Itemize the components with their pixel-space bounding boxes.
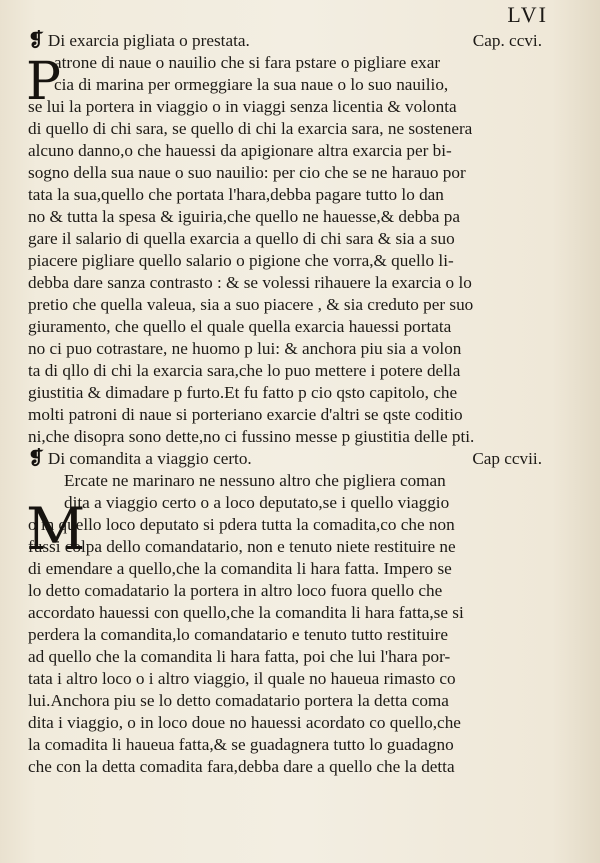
text-line: lui.Anchora piu se lo detto comadatario portera la detta coma bbox=[28, 691, 449, 710]
text-line: di emendare a quello,che la comandita li hara fatta. Impero se bbox=[28, 559, 452, 578]
text-line: giuramento, che quello el quale quella exarcia hauessi portata bbox=[28, 317, 452, 336]
text-line: ad quello che la comandita li hara fatta, poi che lui l'hara por- bbox=[28, 647, 451, 666]
text-line: atrone di naue o nauilio che si fara pstare o pigliare exar bbox=[54, 53, 441, 72]
text-line: tata la sua,quello che portata l'hara,debba pagare tutto lo dan bbox=[28, 185, 444, 204]
section-title: Di exarcia pigliata o prestata. bbox=[47, 31, 250, 50]
text-line: fussi colpa dello comandatario, non e tenuto niete restituire ne bbox=[28, 537, 456, 556]
text-line: se lui la portera in viaggio o in viaggi senza licentia & volonta bbox=[28, 97, 457, 116]
text-line: no & tutta la spesa & iguiria,che quello ne hauesse,& debba pa bbox=[28, 207, 460, 226]
text-line: di quello di chi sara, se quello di chi la exarcia sara, ne sostenera bbox=[28, 119, 473, 138]
chapter-number: Cap. ccvi. bbox=[472, 31, 542, 50]
text-line: accordato hauessi con quello,che la comandita li hara fatta,se si bbox=[28, 603, 464, 622]
chapter-number: Cap ccvii. bbox=[472, 449, 542, 468]
text-line: la comadita li haueua fatta,& se guadagnera tutto lo guadagno bbox=[28, 735, 454, 754]
text-line: tata i altro loco o i altro viaggio, il quale no haueua rimasto co bbox=[28, 669, 456, 688]
text-line: lo detto comadatario la portera in altro loco fuora quello che bbox=[28, 581, 443, 600]
text-line: giustitia & dimadare p furto.Et fu fatto p cio qsto capitolo, che bbox=[28, 383, 458, 402]
section-heading-1 bbox=[28, 30, 548, 52]
text-line: piacere pigliare quello salario o pigione che vorra,& quello li- bbox=[28, 251, 454, 270]
text-line: ni,che disopra sono dette,no ci fussino messe p giustitia delle pti. bbox=[28, 427, 475, 446]
text-line: dita a viaggio certo o a loco deputato,se i quello viaggio bbox=[64, 493, 450, 512]
text-line: perdera la comandita,lo comandatario e tenuto tutto restituire bbox=[28, 625, 448, 644]
text-line: che con la detta comadita fara,debba dare a quello che la detta bbox=[28, 757, 455, 776]
text-line: molti patroni di naue si porteriano exarcie d'altri se qste coditio bbox=[28, 405, 463, 424]
section-heading-2 bbox=[28, 448, 548, 470]
drop-cap-letter: M bbox=[26, 495, 86, 563]
text-line: sogno della sua naue o suo nauilio: per cio che se ne harauo por bbox=[28, 163, 466, 182]
text-line: gare il salario di quella exarcia a quello di chi sara & sia a suo bbox=[28, 229, 455, 248]
folio-number: LVI bbox=[507, 2, 548, 27]
text-line: pretio che quella valeua, sia a suo piacere , & sia creduto per suo bbox=[28, 295, 474, 314]
text-line: ta di qllo di chi la exarcia sara,che lo puo mettere i potere della bbox=[28, 361, 461, 380]
drop-cap-letter: P bbox=[26, 52, 61, 112]
pilcrow-icon: ❡ bbox=[28, 30, 44, 51]
text-line: dita i viaggio, o in loco doue no hauessi acordato co quello,che bbox=[28, 713, 461, 732]
text-line: debba dare sanza contrasto : & se volessi rihauere la exarcia o lo bbox=[28, 273, 472, 292]
text-line: alcuno danno,o che hauessi da apigionare altra exarcia per bi- bbox=[28, 141, 452, 160]
text-line: no ci puo cotrastare, ne huomo p lui: & anchora piu sia a volon bbox=[28, 339, 462, 358]
section-title: Di comandita a viaggio certo. bbox=[47, 449, 252, 468]
text-line: o in quello loco deputato si pdera tutta la comadita,co che non bbox=[28, 515, 455, 534]
text-block bbox=[28, 30, 548, 778]
text-line: Ercate ne marinaro ne nessuno altro che pigliera coman bbox=[64, 471, 446, 490]
pilcrow-icon: ❡ bbox=[28, 448, 44, 469]
text-line: cia di marina per ormeggiare la sua naue o lo suo nauilio, bbox=[54, 75, 449, 94]
